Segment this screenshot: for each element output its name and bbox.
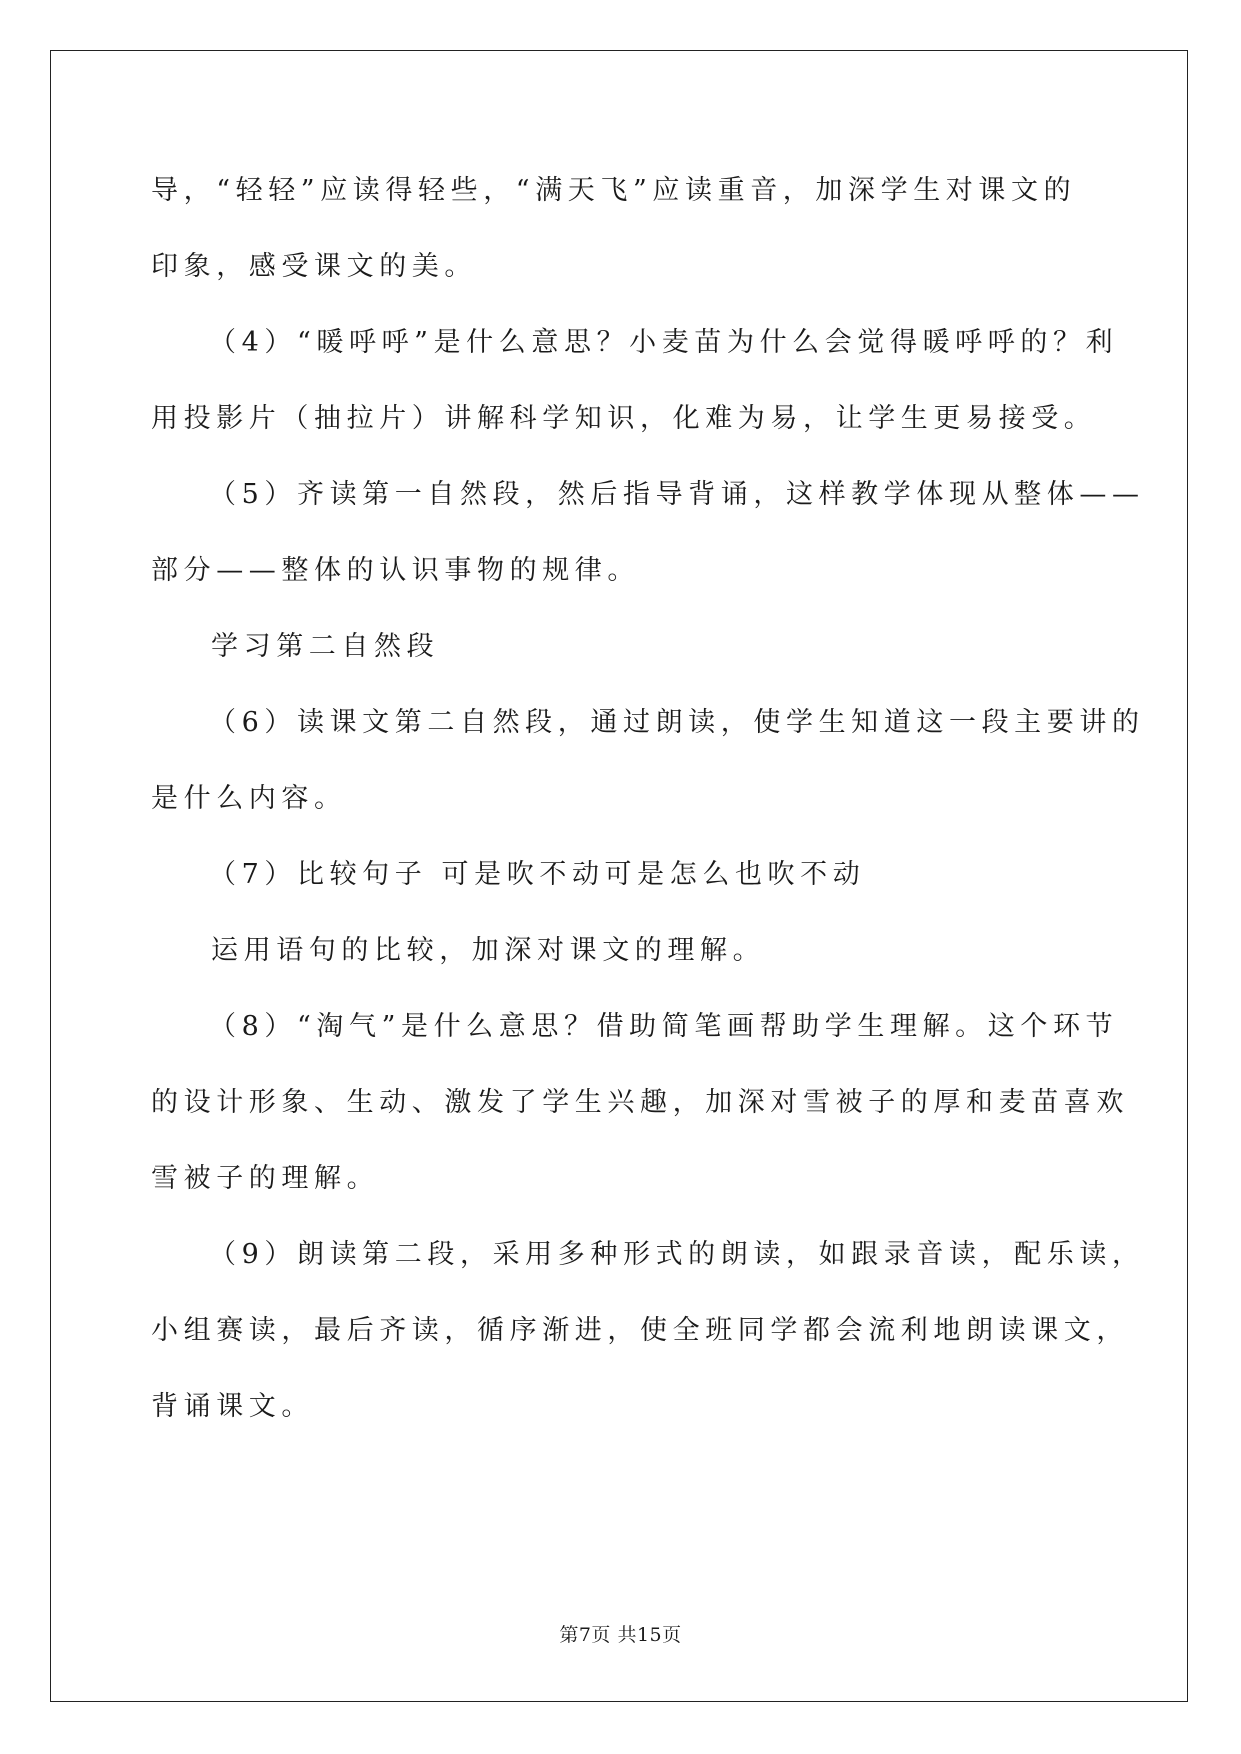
text-line: 导，“轻轻”应读得轻些，“满天飞”应读重音，加深学生对课文的 <box>151 175 1077 206</box>
section-heading: 学习第二自然段 <box>211 631 440 662</box>
text-line: （4）“暖呼呼”是什么意思？小麦苗为什么会觉得暖呼呼的？利 <box>209 327 1119 358</box>
text-line: 用投影片（抽拉片）讲解科学知识，化难为易，让学生更易接受。 <box>151 403 1097 434</box>
text-line: 运用语句的比较，加深对课文的理解。 <box>211 935 766 966</box>
text-line: 部分——整体的认识事物的规律。 <box>151 555 640 586</box>
text-line: 印象，感受课文的美。 <box>151 251 477 282</box>
text-line: 小组赛读，最后齐读，循序渐进，使全班同学都会流利地朗读课文， <box>151 1315 1129 1346</box>
page-footer: 第7页 共15页 <box>559 1624 682 1646</box>
text-line: 雪被子的理解。 <box>151 1163 380 1194</box>
text-line: （6）读课文第二自然段，通过朗读，使学生知道这一段主要讲的 <box>209 707 1145 738</box>
document-body <box>151 160 1145 1437</box>
text-line: 背诵课文。 <box>151 1391 314 1422</box>
text-line: （5）齐读第一自然段，然后指导背诵，这样教学体现从整体—— <box>209 479 1145 510</box>
text-line: 是什么内容。 <box>151 783 347 814</box>
text-line: 的设计形象、生动、激发了学生兴趣，加深对雪被子的厚和麦苗喜欢 <box>151 1087 1129 1118</box>
text-line: （9）朗读第二段，采用多种形式的朗读，如跟录音读，配乐读， <box>209 1239 1145 1270</box>
text-line: （7）比较句子 可是吹不动可是怎么也吹不动 <box>209 859 866 890</box>
text-line: （8）“淘气”是什么意思？借助简笔画帮助学生理解。这个环节 <box>209 1011 1119 1042</box>
